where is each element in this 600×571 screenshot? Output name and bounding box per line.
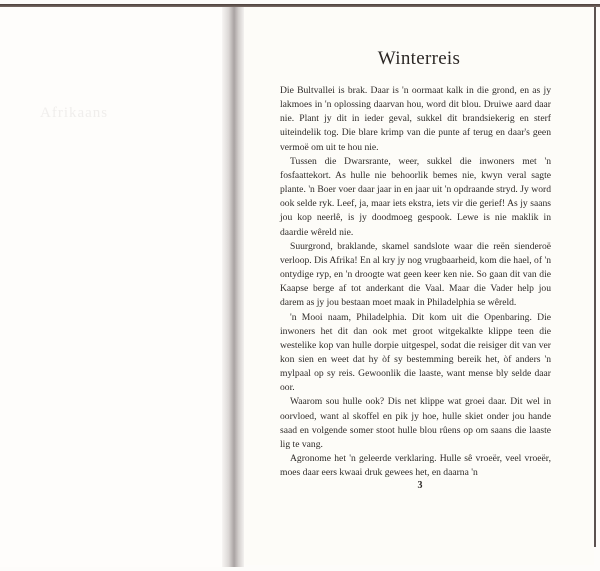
paragraph: Agronome het 'n geleerde verklaring. Hulle sê vroeër, veel vroeër, moes daar eers kwaai druk gewees het, en daarna 'n — [280, 453, 551, 479]
paragraph: Tussen die Dwarsrante, weer, sukkel die inwoners met 'n fosfaattekort. As hulle nie behoorlik bemes nie, kwyn veral sagte plante. 'n Boer voer daar jaar in en jaar uit 'n opdraande stryd. Jy word ook selde ryk. Leef, ja, maar iets ekstra, iets vir die gerief! As jy saans jou kop neerlê, is jy doodmoeg gespook. Lewe is nie maklik in daardie wêreld nie. — [280, 155, 551, 238]
chapter-body — [280, 84, 551, 480]
paragraph: Die Bultvallei is brak. Daar is 'n oormaat kalk in die grond, en as jy lakmoes in 'n oplossing daarvan hou, word dit blou. Druiwe aard daar nie. Plant jy dit in ieder geval, sukkel dit brandsiekerig en sterf uiteindelik tog. Die blare krimp van die punte af terug en daar's geen vermoë om uit te hou nie. — [280, 85, 551, 153]
book-spine-gutter — [222, 7, 244, 567]
left-page — [0, 7, 232, 567]
paragraph: Suurgrond, braklande, skamel sandslote waar die reën sienderoë verloop. Dis Afrika! En al kry jy nog vrugbaarheid, kom die hael, of 'n ontydige ryp, en 'n droogte wat geen keer ken nie. So gaan dit van die Kaapse berge af tot anderkant die Vaal. Maar die Vader help jou darem as jy jou bestaan moet maak in Philadelphia se wêreld. — [280, 240, 551, 309]
bleed-through-text: Afrikaans — [40, 105, 109, 121]
paragraph: 'n Mooi naam, Philadelphia. Dit kom uit die Openbaring. Die inwoners het dit dan ook met groot witgekalkte klippe teen die westelike kop van hulle dorpie uitgespel, sodat die reisiger dit van ver kon sien en weet dat hy òf sy bestemming bereik het, òf anders 'n mylpaal op sy reis. Gewoonlik die laaste, want mense bly selde daar oor. — [280, 311, 551, 394]
page-edge — [594, 7, 596, 547]
page-number: 3 — [417, 480, 423, 491]
paragraph: Waarom sou hulle ook? Dis net klippe wat groei daar. Dit wel in oorvloed, want al skoffel en pik jy hoe, hulle skiet onder jou hande saad en volgende somer stoot hulle blou rûens op om saans die laaste lig te vang. — [280, 396, 551, 450]
chapter-title: Winterreis — [377, 48, 461, 69]
